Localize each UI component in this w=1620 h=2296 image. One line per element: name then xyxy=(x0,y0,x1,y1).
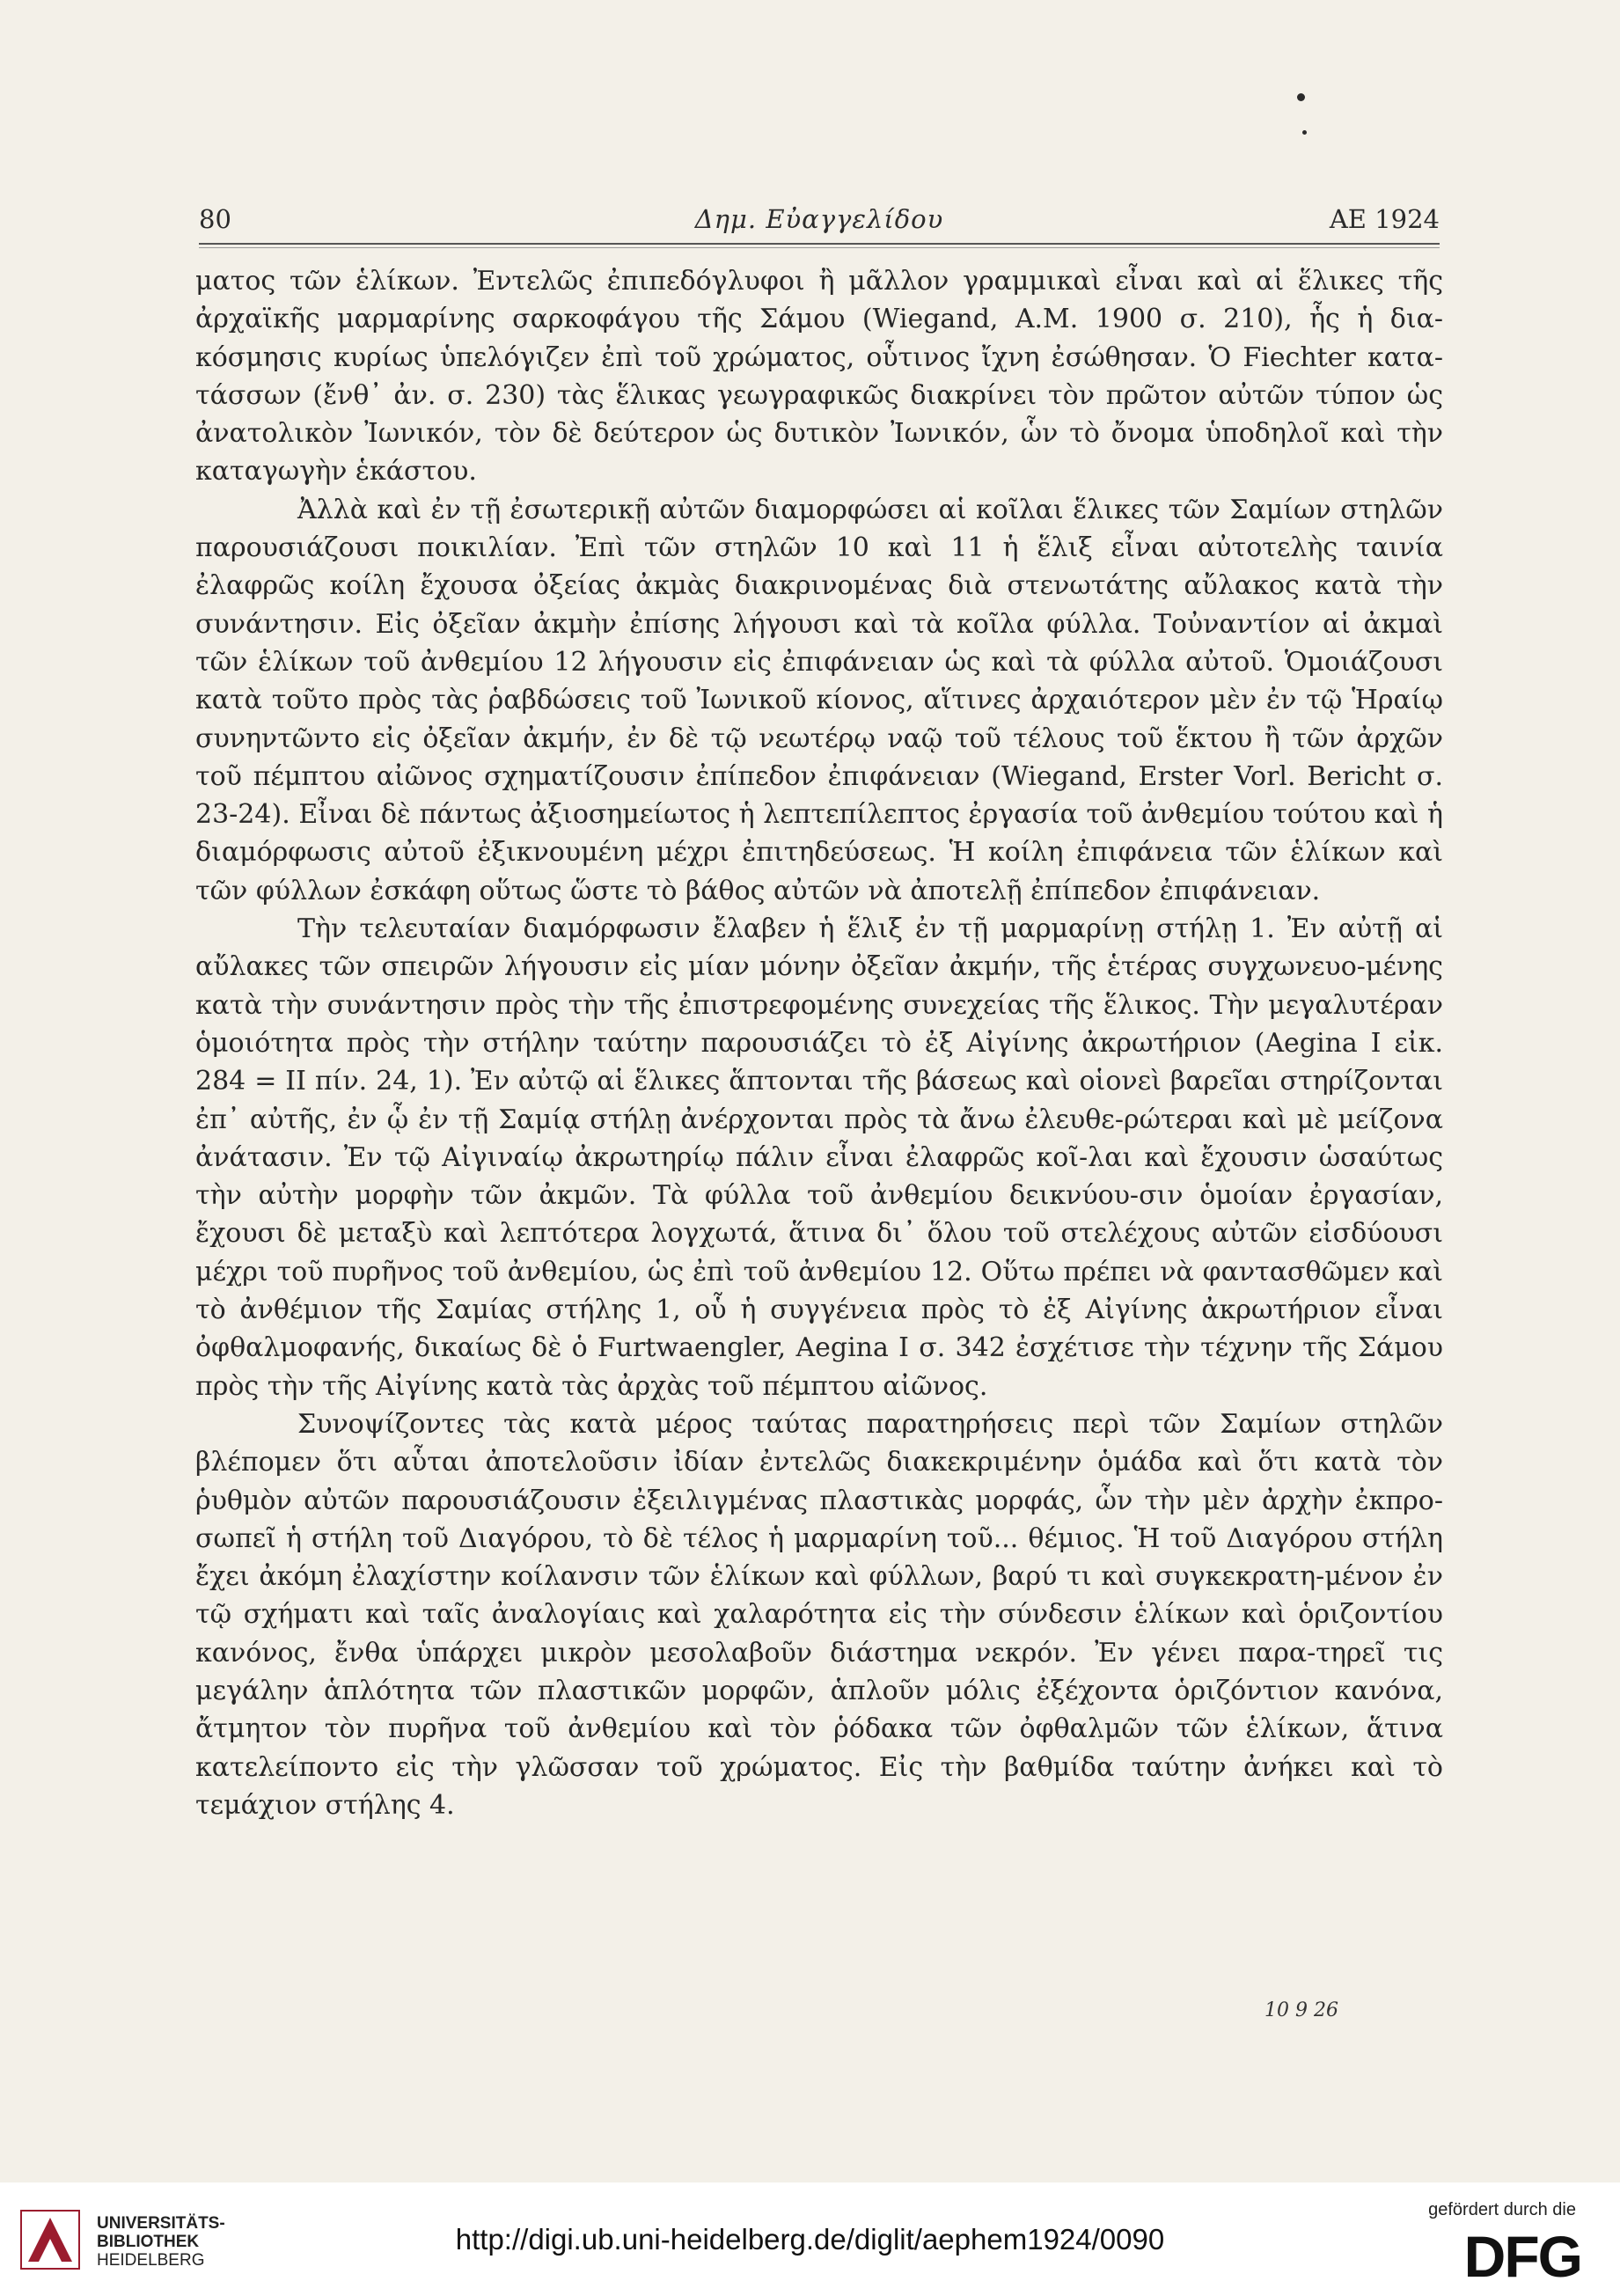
running-title: Δημ. Εὐαγγελίδου xyxy=(694,204,944,234)
page-number: 80 xyxy=(199,204,231,234)
library-line: BIBLIOTHEK xyxy=(97,2233,200,2251)
library-line: UNIVERSITÄTS- xyxy=(97,2214,225,2233)
page-header xyxy=(199,204,1440,239)
ink-speck xyxy=(1297,93,1305,101)
header-rule-thin xyxy=(199,247,1440,248)
body-text xyxy=(195,262,1443,1824)
paragraph: Συνοψίζοντες τὰς κατὰ μέρος ταύτας παρατηρήσεις περὶ τῶν Σαμίων στηλῶν βλέπομεν ὅτι αὗται ἀποτελοῦσιν ἰδίαν ἐντελῶς διακεκριμένην ὁμάδα καὶ ὅτι κατὰ τὸν ῥυθμὸν αὐτῶν παρουσιάζουσιν ἐξειλιγμένας πλαστικὰς μορφάς, ὧν τὴν μὲν ἀρχὴν ἐκπρο-σωπεῖ ἡ στήλη τοῦ Διαγόρου, τὸ δὲ τέλος ἡ μαρμαρίνη τοῦ... θέμιος. Ἡ τοῦ Διαγόρου στήλη ἔχει ἀκόμη ἐλαχίστην κοίλανσιν τῶν ἑλίκων καὶ φύλλων, βαρύ τι καὶ συγκεκρατη-μένον ἐν τῷ σχήματι καὶ ταῖς ἀναλογίαις καὶ χαλαρότητα εἰς τὴν σύνδεσιν ἑλίκων καὶ ὁριζοντίου κανόνος, ἔνθα ὑπάρχει μικρὸν μεσολαβοῦν διάστημα νεκρόν. Ἐν γένει παρα-τηρεῖ τις μεγάλην ἁπλότητα τῶν πλαστικῶν μορφῶν, ἁπλοῦν μόλις ἐξέχοντα ὁριζόντιον κανόνα, ἄτμητον τὸν πυρῆνα τοῦ ἀνθεμίου καὶ τὸν ῥόδακα τῶν ὀφθαλμῶν τῶν ἑλίκων, ἅτινα κατελείποντο εἰς τὴν γλῶσσαν τοῦ χρώματος. Εἰς τὴν βαθμίδα ταύτην ἀνήκει καὶ τὸ τεμάχιον στήλης 4. xyxy=(195,1408,1443,1821)
footer-bar xyxy=(0,2182,1620,2296)
paragraph: Τὴν τελευταίαν διαμόρφωσιν ἔλαβεν ἡ ἕλιξ ἐν τῇ μαρμαρίνῃ στήλῃ 1. Ἐν αὐτῇ αἱ αὔλακες τῶν σπειρῶν λήγουσιν εἰς μίαν μόνην ὀξεῖαν ἀκμήν, τῆς ἑτέρας συγχωνευο-μένης κατὰ τὴν συνάντησιν πρὸς τὴν τῆς ἐπιστρεφομένης συνεχείας τῆς ἕλικος. Τὴν μεγαλυτέραν ὁμοιότητα πρὸς τὴν στήλην ταύτην παρουσιάζει τὸ ἐξ Αἰγίνης ἀκρωτήριον (Aegina I εἰκ. 284 = II πίν. 24, 1). Ἐν αὐτῷ αἱ ἕλικες ἅπτονται τῆς βάσεως καὶ οἱονεὶ βαρεῖαι στηρίζονται ἐπ᾽ αὐτῆς, ἐν ᾧ ἐν τῇ Σαμίᾳ στήλῃ ἀνέρχονται πρὸς τὰ ἄνω ἐλευθε-ρώτεραι καὶ μὲ μείζονα ἀνάτασιν. Ἐν τῷ Αἰγιναίῳ ἀκρωτηρίῳ πάλιν εἶναι ἐλαφρῶς κοῖ-λαι καὶ ἔχουσιν ὡσαύτως τὴν αὐτὴν μορφὴν τῶν ἀκμῶν. Τὰ φύλλα τοῦ ἀνθεμίου δεικνύου-σιν ὁμοίαν ἐργασίαν, ἔχουσι δὲ μεταξὺ καὶ λεπτότερα λογχωτά, ἅτινα δι᾽ ὅλου τοῦ στελέχους αὐτῶν εἰσδύουσι μέχρι τοῦ πυρῆνος τοῦ ἀνθεμίου, ὡς ἐπὶ τοῦ ἀνθεμίου 12. Οὕτω πρέπει νὰ φαντασθῶμεν καὶ τὸ ἀνθέμιον τῆς Σαμίας στήλης 1, οὗ ἡ συγγένεια πρὸς τὸ ἐξ Αἰγίνης ἀκρωτήριον εἶναι ὀφθαλμοφανής, δικαίως δὲ ὁ Furtwaengler, Aegina I σ. 342 ἐσχέτισε τὴν τέχνην τῆς Σάμου πρὸς τὴν τῆς Αἰγίνης κατὰ τὰς ἀρχὰς τοῦ πέμπτου αἰῶνος. xyxy=(195,913,1443,1402)
ink-speck xyxy=(1302,130,1307,135)
paragraph: Ἀλλὰ καὶ ἐν τῇ ἐσωτερικῇ αὐτῶν διαμορφώσει αἱ κοῖλαι ἕλικες τῶν Σαμίων στηλῶν παρουσιάζουσι ποικιλίαν. Ἐπὶ τῶν στηλῶν 10 καὶ 11 ἡ ἕλιξ εἶναι αὐτοτελὴς ταινία ἐλαφρῶς κοίλη ἔχουσα ὀξείας ἀκμὰς διακρινομένας διὰ στενωτάτης αὔλακος κατὰ τὴν συνάντησιν. Εἰς ὀξεῖαν ἀκμὴν ἐπίσης λήγουσι καὶ τὰ κοῖλα φύλλα. Τοὐναντίον αἱ ἀκμαὶ τῶν ἑλίκων τοῦ ἀνθεμίου 12 λήγουσιν εἰς ἐπιφάνειαν ὡς καὶ τὰ φύλλα αὐτοῦ. Ὁμοιάζουσι κατὰ τοῦτο πρὸς τὰς ῥαβδώσεις τοῦ Ἰωνικοῦ κίονος, αἵτινες ἀρχαιότερον μὲν ἐν τῷ Ἡραίῳ συνηντῶντο εἰς ὀξεῖαν ἀκμήν, ἐν δὲ τῷ νεωτέρῳ ναῷ τοῦ τέλους τοῦ ἕκτου ἢ τῶν ἀρχῶν τοῦ πέμπτου αἰῶνος σχηματίζουσιν ἐπίπεδον ἐπιφάνειαν (Wiegand, Erster Vorl. Bericht σ. 23-24). Εἶναι δὲ πάντως ἀξιοσημείωτος ἡ λεπτεπίλεπτος ἐργασία τοῦ ἀνθεμίου τούτου καὶ ἡ διαμόρφωσις αὐτοῦ ἐξικνουμένη μέχρι ἐπιτηδεύσεως. Ἡ κοίλη ἐπιφάνεια τῶν ἑλίκων καὶ τῶν φύλλων ἐσκάφη οὕτως ὥστε τὸ βάθος αὐτῶν νὰ ἀποτελῇ ἐπίπεδον ἐπιφάνειαν. xyxy=(195,494,1443,906)
dfg-logo: DFG xyxy=(1463,2224,1581,2289)
journal-label: ΑΕ 1924 xyxy=(1329,204,1440,234)
paragraph: ματος τῶν ἑλίκων. Ἐντελῶς ἐπιπεδόγλυφοι ἢ μᾶλλον γραμμικαὶ εἶναι καὶ αἱ ἕλικες τῆς ἀρχαϊκῆς μαρμαρίνης σαρκοφάγου τῆς Σάμου (Wiegand, A.M. 1900 σ. 210), ἧς ἡ δια-κόσμησις κυρίως ὑπελόγιζεν ἐπὶ τοῦ χρώματος, οὗτινος ἴχνη ἐσώθησαν. Ὁ Fiechter κατα-τάσσων (ἔνθ᾽ ἀν. σ. 230) τὰς ἕλικας γεωγραφικῶς διακρίνει τὸν πρῶτον αὐτῶν τύπον ὡς ἀνατολικὸν Ἰωνικόν, τὸν δὲ δεύτερον ὡς δυτικὸν Ἰωνικόν, ὧν τὸ ὄνομα ὑποδηλοῖ καὶ τὴν καταγωγὴν ἑκάστου. xyxy=(195,266,1443,488)
funded-by-label: gefördert durch die xyxy=(1428,2200,1576,2219)
header-rule xyxy=(199,243,1440,245)
date-note: 10 9 26 xyxy=(1264,1999,1338,2021)
permalink-url[interactable]: http://digi.ub.uni-heidelberg.de/diglit/aephem1924/0090 xyxy=(455,2223,1165,2256)
library-line: HEIDELBERG xyxy=(97,2251,205,2270)
